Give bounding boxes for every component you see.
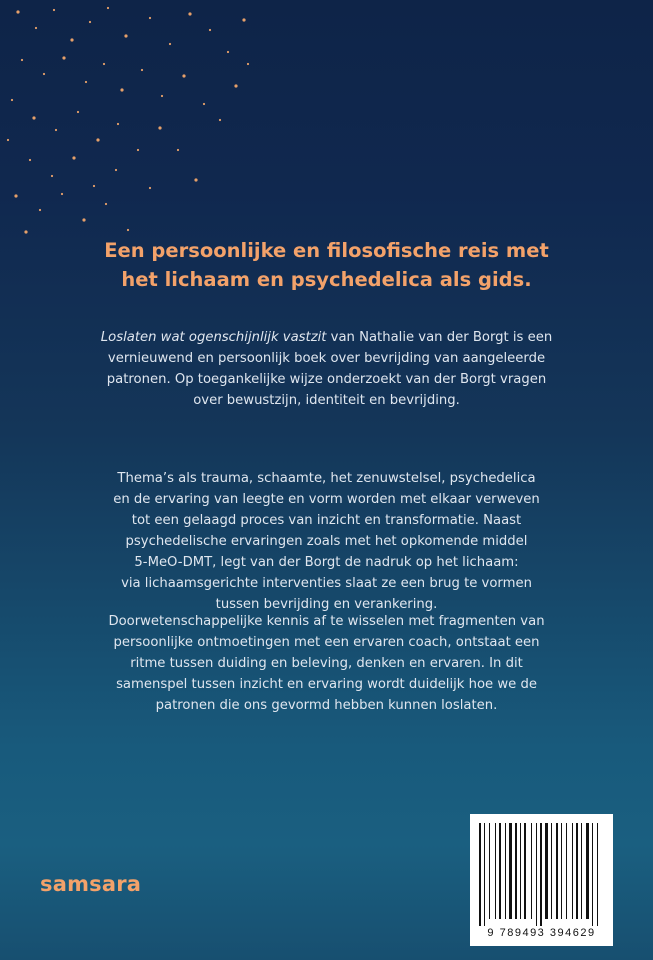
headline-line-2: het lichaam en psychedelica als gids.: [121, 268, 532, 291]
isbn-barcode: [470, 814, 613, 946]
blurb-line: over bewustzijn, identiteit en bevrijding.: [193, 393, 460, 408]
blurb-line: psychedelische ervaringen zoals met het opkomende middel: [125, 534, 528, 549]
blurb-line: van Nathalie van der Borgt is een: [326, 330, 553, 345]
barcode-bar: [509, 823, 512, 919]
blurb-line: 5-MeO-DMT, legt van der Borgt de nadruk op het lichaam:: [134, 555, 519, 570]
star-dot: [77, 111, 79, 113]
blurb-paragraph-1: [44, 327, 609, 411]
star-dot: [177, 149, 179, 151]
barcode-bar: [499, 823, 501, 919]
star-dot: [158, 126, 161, 129]
star-dot: [29, 159, 31, 161]
barcode-bar: [576, 823, 578, 919]
blurb-paragraph-3: [44, 611, 609, 716]
blurb-line: tussen bevrijding en verankering.: [215, 597, 438, 612]
barcode-bar: [524, 823, 526, 919]
star-dot: [89, 21, 91, 23]
barcode-bar: [592, 823, 593, 926]
blurb-paragraph-2: [44, 468, 609, 615]
star-dot: [161, 95, 163, 97]
star-dot: [117, 123, 119, 125]
star-dot: [219, 119, 221, 121]
star-dot: [141, 69, 143, 71]
book-title-italic: Loslaten wat ogenschijnlijk vastzit: [100, 330, 327, 345]
star-dot: [124, 34, 127, 37]
star-dot: [149, 187, 151, 189]
star-dot: [11, 99, 13, 101]
blurb-line: patronen die ons gevormd hebben kunnen loslaten.: [155, 698, 498, 713]
barcode-bar: [586, 823, 589, 919]
barcode-bar: [566, 823, 567, 919]
star-dot: [120, 88, 123, 91]
blurb-line: tot een gelaagd proces van inzicht en transformatie. Naast: [131, 513, 522, 528]
publisher-logo: samsara: [40, 872, 142, 896]
star-dot: [103, 63, 105, 65]
star-dot: [203, 103, 205, 105]
blurb-line: samenspel tussen inzicht en ervaring wordt duidelijk hoe we de: [116, 677, 537, 692]
star-dot: [182, 74, 185, 77]
barcode-bar: [540, 823, 542, 926]
barcode-bar: [505, 823, 506, 919]
star-dot: [35, 27, 37, 29]
blurb-line: en de ervaring van leegte en vorm worden met elkaar verweven: [113, 492, 540, 507]
star-dot: [43, 73, 45, 75]
star-dot: [32, 116, 35, 119]
barcode-bar: [572, 823, 573, 919]
star-dot: [72, 156, 75, 159]
isbn-digits: 9 789493 394629: [487, 927, 596, 939]
star-dot: [16, 10, 19, 13]
star-dot: [169, 43, 171, 45]
barcode-bar: [561, 823, 562, 919]
star-dot: [194, 178, 197, 181]
blurb-line: Thema’s als trauma, schaamte, het zenuwstelsel, psychedelica: [117, 471, 536, 486]
headline-line-1: Een persoonlijke en filosofische reis met: [104, 239, 549, 262]
star-dot: [14, 194, 17, 197]
star-dot: [115, 169, 117, 171]
barcode-bar: [495, 823, 496, 919]
barcode-bars: [477, 823, 606, 926]
barcode-bar: [479, 823, 481, 926]
barcode-bar: [551, 823, 552, 919]
star-dot: [93, 185, 95, 187]
star-dot: [209, 29, 211, 31]
barcode-bar: [484, 823, 485, 926]
star-dot: [188, 12, 191, 15]
star-dot: [247, 63, 249, 65]
headline: [40, 236, 613, 294]
blurb-line: persoonlijke ontmoetingen met een ervaren coach, ontstaat een: [113, 635, 540, 650]
star-dot: [53, 9, 55, 11]
star-dot: [39, 209, 41, 211]
starfield-decoration: [0, 0, 653, 240]
barcode-bar: [581, 823, 582, 919]
star-dot: [82, 218, 85, 221]
barcode-bar: [489, 823, 490, 919]
star-dot: [85, 81, 87, 83]
blurb-line: via lichaamsgerichte interventies slaat ze een brug te vormen: [121, 576, 532, 591]
star-dot: [21, 59, 23, 61]
blurb-line: Doorwetenschappelijke kennis af te wisselen met fragmenten van: [108, 614, 545, 629]
star-dot: [127, 229, 129, 231]
star-dot: [96, 138, 99, 141]
barcode-bar: [515, 823, 517, 919]
star-dot: [51, 175, 53, 177]
star-dot: [105, 203, 107, 205]
star-dot: [107, 7, 109, 9]
star-dot: [227, 51, 229, 53]
star-dot: [70, 38, 73, 41]
star-dot: [24, 230, 27, 233]
barcode-bar: [545, 823, 548, 919]
star-dot: [234, 84, 237, 87]
blurb-line: ritme tussen duiding en beleving, denken en ervaren. In dit: [130, 656, 523, 671]
star-dot: [7, 139, 9, 141]
blurb-line: patronen. Op toegankelijke wijze onderzoekt van der Borgt vragen: [106, 372, 547, 387]
star-dot: [62, 56, 65, 59]
barcode-bar: [536, 823, 537, 926]
barcode-bar: [531, 823, 532, 919]
barcode-bar: [556, 823, 558, 919]
star-dot: [242, 18, 245, 21]
star-dot: [61, 193, 63, 195]
barcode-bar: [520, 823, 521, 919]
star-dot: [149, 17, 151, 19]
blurb-line: vernieuwend en persoonlijk boek over bevrijding van aangeleerde: [107, 351, 546, 366]
star-dot: [55, 129, 57, 131]
barcode-bar: [597, 823, 598, 926]
star-dot: [137, 149, 139, 151]
